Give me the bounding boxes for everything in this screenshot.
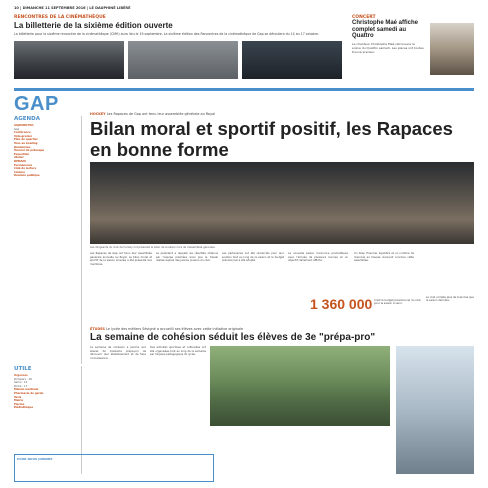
- utile-item: Pharmacie de garde: [14, 391, 44, 395]
- hockey-col-5: Un bilan financier équilibré et un nombre de licenciés en hausse viennent conclure cette assemblée.: [354, 252, 414, 263]
- cinematheque-photo-3: [242, 41, 342, 79]
- utile-item: Mairie: [14, 399, 24, 403]
- budget-text: C'est le budget prévisionnel du club pour la saison à venir.: [374, 299, 421, 306]
- cinematheque-photo-2: [128, 41, 238, 79]
- agenda-column: [14, 116, 82, 364]
- agenda-item: Club de lecture: [14, 167, 37, 171]
- cinematheque-photo: [14, 41, 124, 79]
- newspaper-page: [14, 6, 474, 482]
- agenda-item: Cinéma: [14, 170, 25, 174]
- hockey-caption: Les dirigeants du club de hockey ont présenté le bilan de la saison lors de l'assemblée générale.: [90, 246, 216, 249]
- hockey-headline: Bilan moral et sportif positif, les Rapaces en bonne forme: [90, 118, 453, 160]
- hockey-photo: [90, 162, 474, 244]
- top-story-title: La billetterie de la sixième édition ouverte: [14, 21, 173, 30]
- singer-portrait: [430, 23, 474, 75]
- utile-item: Samu : 15: [14, 381, 28, 385]
- concert-box: [352, 15, 474, 79]
- contact-label: POUR NOUS JOINDRE: [17, 457, 53, 461]
- hockey-col-4: La nouvelle saison s'annonce prometteuse avec l'arrivée de plusieurs recrues et un objectif clairement affiché.: [288, 252, 348, 263]
- utile-title: UTILE: [14, 366, 32, 372]
- hockey-kicker: [90, 112, 215, 116]
- etudes-kicker: [90, 327, 243, 331]
- hockey-tag: HOCKEY: [90, 112, 106, 116]
- agenda-item: Atelier: [14, 156, 24, 160]
- agenda-item: Réunion publique: [14, 174, 40, 178]
- etudes-tag: ÉTUDES: [90, 327, 105, 331]
- top-story-lead: La billetterie pour la sixième rencontre de la cinémathèque (CMH) aura lieu le 19 septembre. La sixième édition des Rencontres de la cinémathèque de Gap se déroulera du 14 au 17 octobre.: [14, 32, 319, 36]
- students-photo: [210, 346, 390, 426]
- etudes-col-1: La semaine de cohésion a permis aux élèves de troisième prépa-pro de découvrir leur établissement et de faire connaissance.: [90, 346, 146, 360]
- agenda-item: DEMAIN: [14, 159, 26, 163]
- agenda-item: Conférence: [14, 131, 31, 135]
- utile-item: Piscine: [14, 402, 25, 406]
- utile-item: Maison médicale: [14, 388, 39, 392]
- utile-item: Pompiers : 18: [14, 377, 32, 381]
- side-photo: [396, 346, 474, 474]
- hockey-kicker-text: Les Rapaces de Gap ont tenu leur assemblée générale au Royal: [106, 112, 216, 116]
- budget-stat: [310, 296, 474, 322]
- budget-side: Le club compte plus de licenciés que la saison dernière.: [426, 296, 474, 303]
- agenda-item: Tous au bowling: [14, 141, 38, 145]
- agenda-item: Fête de quartier: [14, 138, 38, 142]
- utile-item: Urgences: [14, 374, 28, 377]
- etudes-kicker-text: Le lycée des métiers Sévigné a accueilli ses élèves avec cette initiative originale: [106, 327, 244, 331]
- concert-kicker: CONCERT: [352, 15, 376, 20]
- agenda-item: Exposition: [14, 152, 30, 156]
- etudes-headline: La semaine de cohésion séduit les élèves de 3e "prépa-pro": [90, 332, 376, 343]
- etudes-col-2: Des activités sportives et culturelles ont été organisées tout au long de la semaine par l'équipe pédagogique du lycée.: [150, 346, 206, 357]
- agenda-item: Vide-grenier: [14, 134, 33, 138]
- concert-text: Le chanteur Christophe Maé retrouvera la scène du Quattro samedi. Les places ont toutes trouvé preneur.: [352, 41, 424, 54]
- hockey-col-2: Le président a rappelé les résultats obtenus par l'équipe première ainsi que le travail réalisé auprès des jeunes joueurs du club.: [156, 252, 218, 263]
- agenda-item: AUJOURD'HUI: [14, 124, 34, 127]
- agenda-list: [14, 124, 78, 178]
- agenda-item: Tournoi de pétanque: [14, 149, 45, 153]
- top-story-kicker: RENCONTRES DE LA CINÉMATHÈQUE: [14, 15, 106, 20]
- utile-list: [14, 374, 78, 410]
- section-title: GAP: [14, 93, 59, 115]
- running-head: 10 | DIMANCHE 11 SEPTEMBRE 2016 | LE DAUPHINÉ LIBÉRÉ: [14, 6, 131, 10]
- agenda-item: Permanence: [14, 163, 33, 167]
- hockey-col-1: Les Rapaces de Gap ont tenu leur assemblée générale annuelle au Royal. Le bilan moral et sportif de la saison écoulée a été présenté aux membres.: [90, 252, 152, 266]
- utile-item: Médiathèque: [14, 406, 34, 410]
- top-story: [14, 15, 342, 79]
- budget-number: 1 360 000: [310, 296, 373, 312]
- hockey-col-3: Les partenaires ont été remerciés pour leur soutien tout au long de la saison et le budget prévisionnel a été adopté.: [222, 252, 284, 263]
- agenda-title: AGENDA: [14, 116, 40, 122]
- agenda-item: Randonnée: [14, 145, 31, 149]
- concert-title: Christophe Maé affiche complet samedi au Quattro: [352, 20, 419, 40]
- utile-item: Taxis: [14, 395, 22, 399]
- contact-box: [14, 454, 214, 482]
- agenda-item: Gap: [14, 127, 20, 131]
- utile-item: Police : 17: [14, 384, 28, 388]
